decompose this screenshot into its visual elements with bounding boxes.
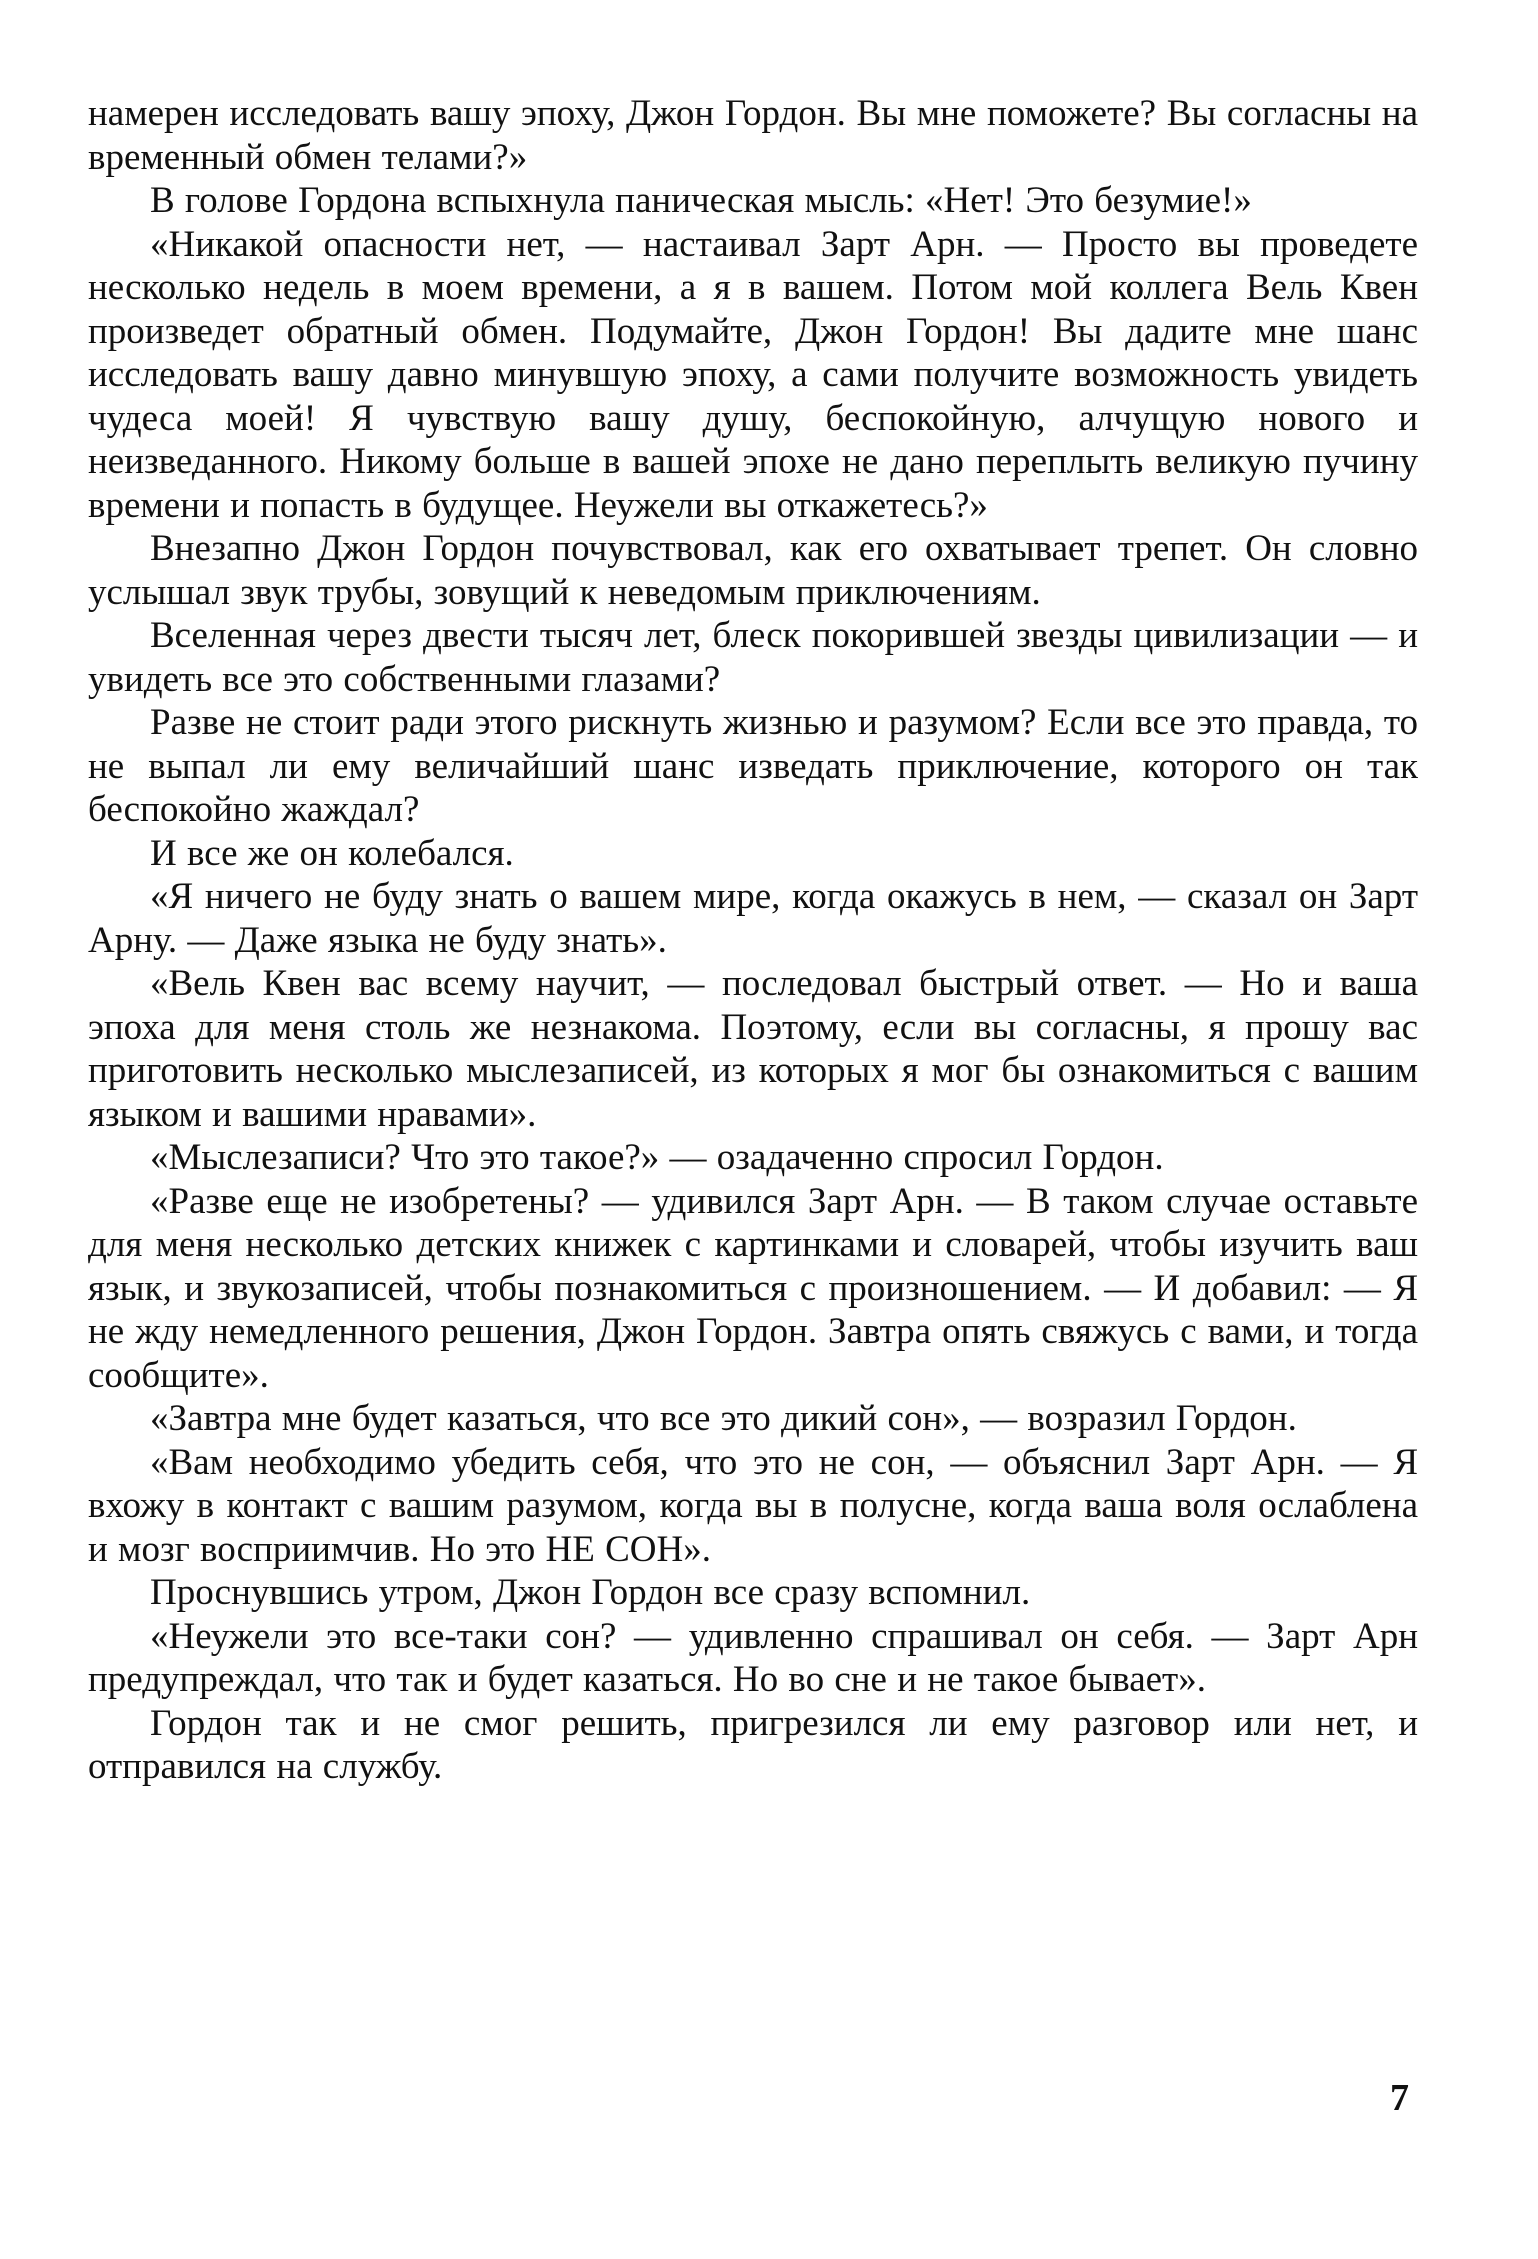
paragraph-16: Гордон так и не смог решить, пригрезился ли ему разговор или нет, и отправился на службу.	[88, 1702, 1418, 1787]
paragraph-10: «Мыслезаписи? Что это такое?» — озадаченно спросил Гордон.	[150, 1137, 1164, 1178]
paragraph-7: И все же он колебался.	[150, 832, 514, 874]
paragraph-4: Внезапно Джон Гордон почувствовал, как его охватывает трепет. Он словно услышал звук трубы, зовущий к неведомым приключениям.	[88, 528, 1418, 613]
paragraph-2: В голове Гордона вспыхнула паническая мысль: «Нет! Это безумие!»	[150, 180, 1252, 221]
paragraph-6: Разве не стоит ради этого рискнуть жизнью и разумом? Если все это правда, то не выпал ли ему величайший шанс изведать приключение, которого он так беспокойно жаждал?	[88, 702, 1418, 830]
page-body	[88, 92, 1418, 1789]
paragraph-3: «Никакой опасности нет, — настаивал Зарт Арн. — Просто вы проведете несколько недель в моем времени, а я в вашем. Потом мой коллега Вель Квен произведет обратный обмен. Подумайте, Джон Гордон! Вы дадите мне шанс исследовать вашу давно минувшую эпоху, а сами получите возможность увидеть чудеса моей! Я чувствую вашу душу, беспокойную, алчущую нового и неизведанного. Никому больше в вашей эпохе не дано переплыть великую пучину времени и попасть в будущее. Неужели вы откажетесь?»	[88, 223, 1418, 526]
paragraph-8: «Я ничего не буду знать о вашем мире, когда окажусь в нем, — сказал он Зарт Арну. — Даже языка не буду знать».	[88, 876, 1418, 961]
paragraph-11: «Разве еще не изобретены? — удивился Зарт Арн. — В таком случае оставьте для меня несколько детских книжек с картинками и словарей, чтобы изучить ваш язык, и звукозаписей, чтобы познакомиться с произношением. — И добавил: — Я не жду немедленного решения, Джон Гордон. Завтра опять свяжусь с вами, и тогда сообщите».	[88, 1180, 1418, 1396]
paragraph-5: Вселенная через двести тысяч лет, блеск покорившей звезды цивилизации — и увидеть все это собственными глазами?	[88, 615, 1418, 700]
paragraph-15: «Неужели это все-таки сон? — удивленно спрашивал он себя. — Зарт Арн предупреждал, что так и будет казаться. Но во сне и не такое бывает».	[88, 1615, 1418, 1700]
paragraph-1: намерен исследовать вашу эпоху, Джон Гордон. Вы мне поможете? Вы согласны на временный обмен телами?»	[88, 93, 1418, 178]
paragraph-14: Проснувшись утром, Джон Гордон все сразу вспомнил.	[150, 1572, 1031, 1613]
paragraph-9: «Вель Квен вас всему научит, — последовал быстрый ответ. — Но и ваша эпоха для меня столь же незнакома. Поэтому, если вы согласны, я прошу вас приготовить несколько мыслезаписей, из которых я мог бы ознакомиться с вашим языком и вашими нравами».	[88, 963, 1418, 1135]
page-number: 7	[1390, 2077, 1409, 2119]
paragraph-13: «Вам необходимо убедить себя, что это не сон, — объяснил Зарт Арн. — Я вхожу в контакт с вашим разумом, когда вы в полусне, когда ваша воля ослаблена и мозг восприимчив. Но это НЕ СОН».	[88, 1441, 1418, 1570]
paragraph-12: «Завтра мне будет казаться, что все это дикий сон», — возразил Гордон.	[150, 1398, 1297, 1439]
